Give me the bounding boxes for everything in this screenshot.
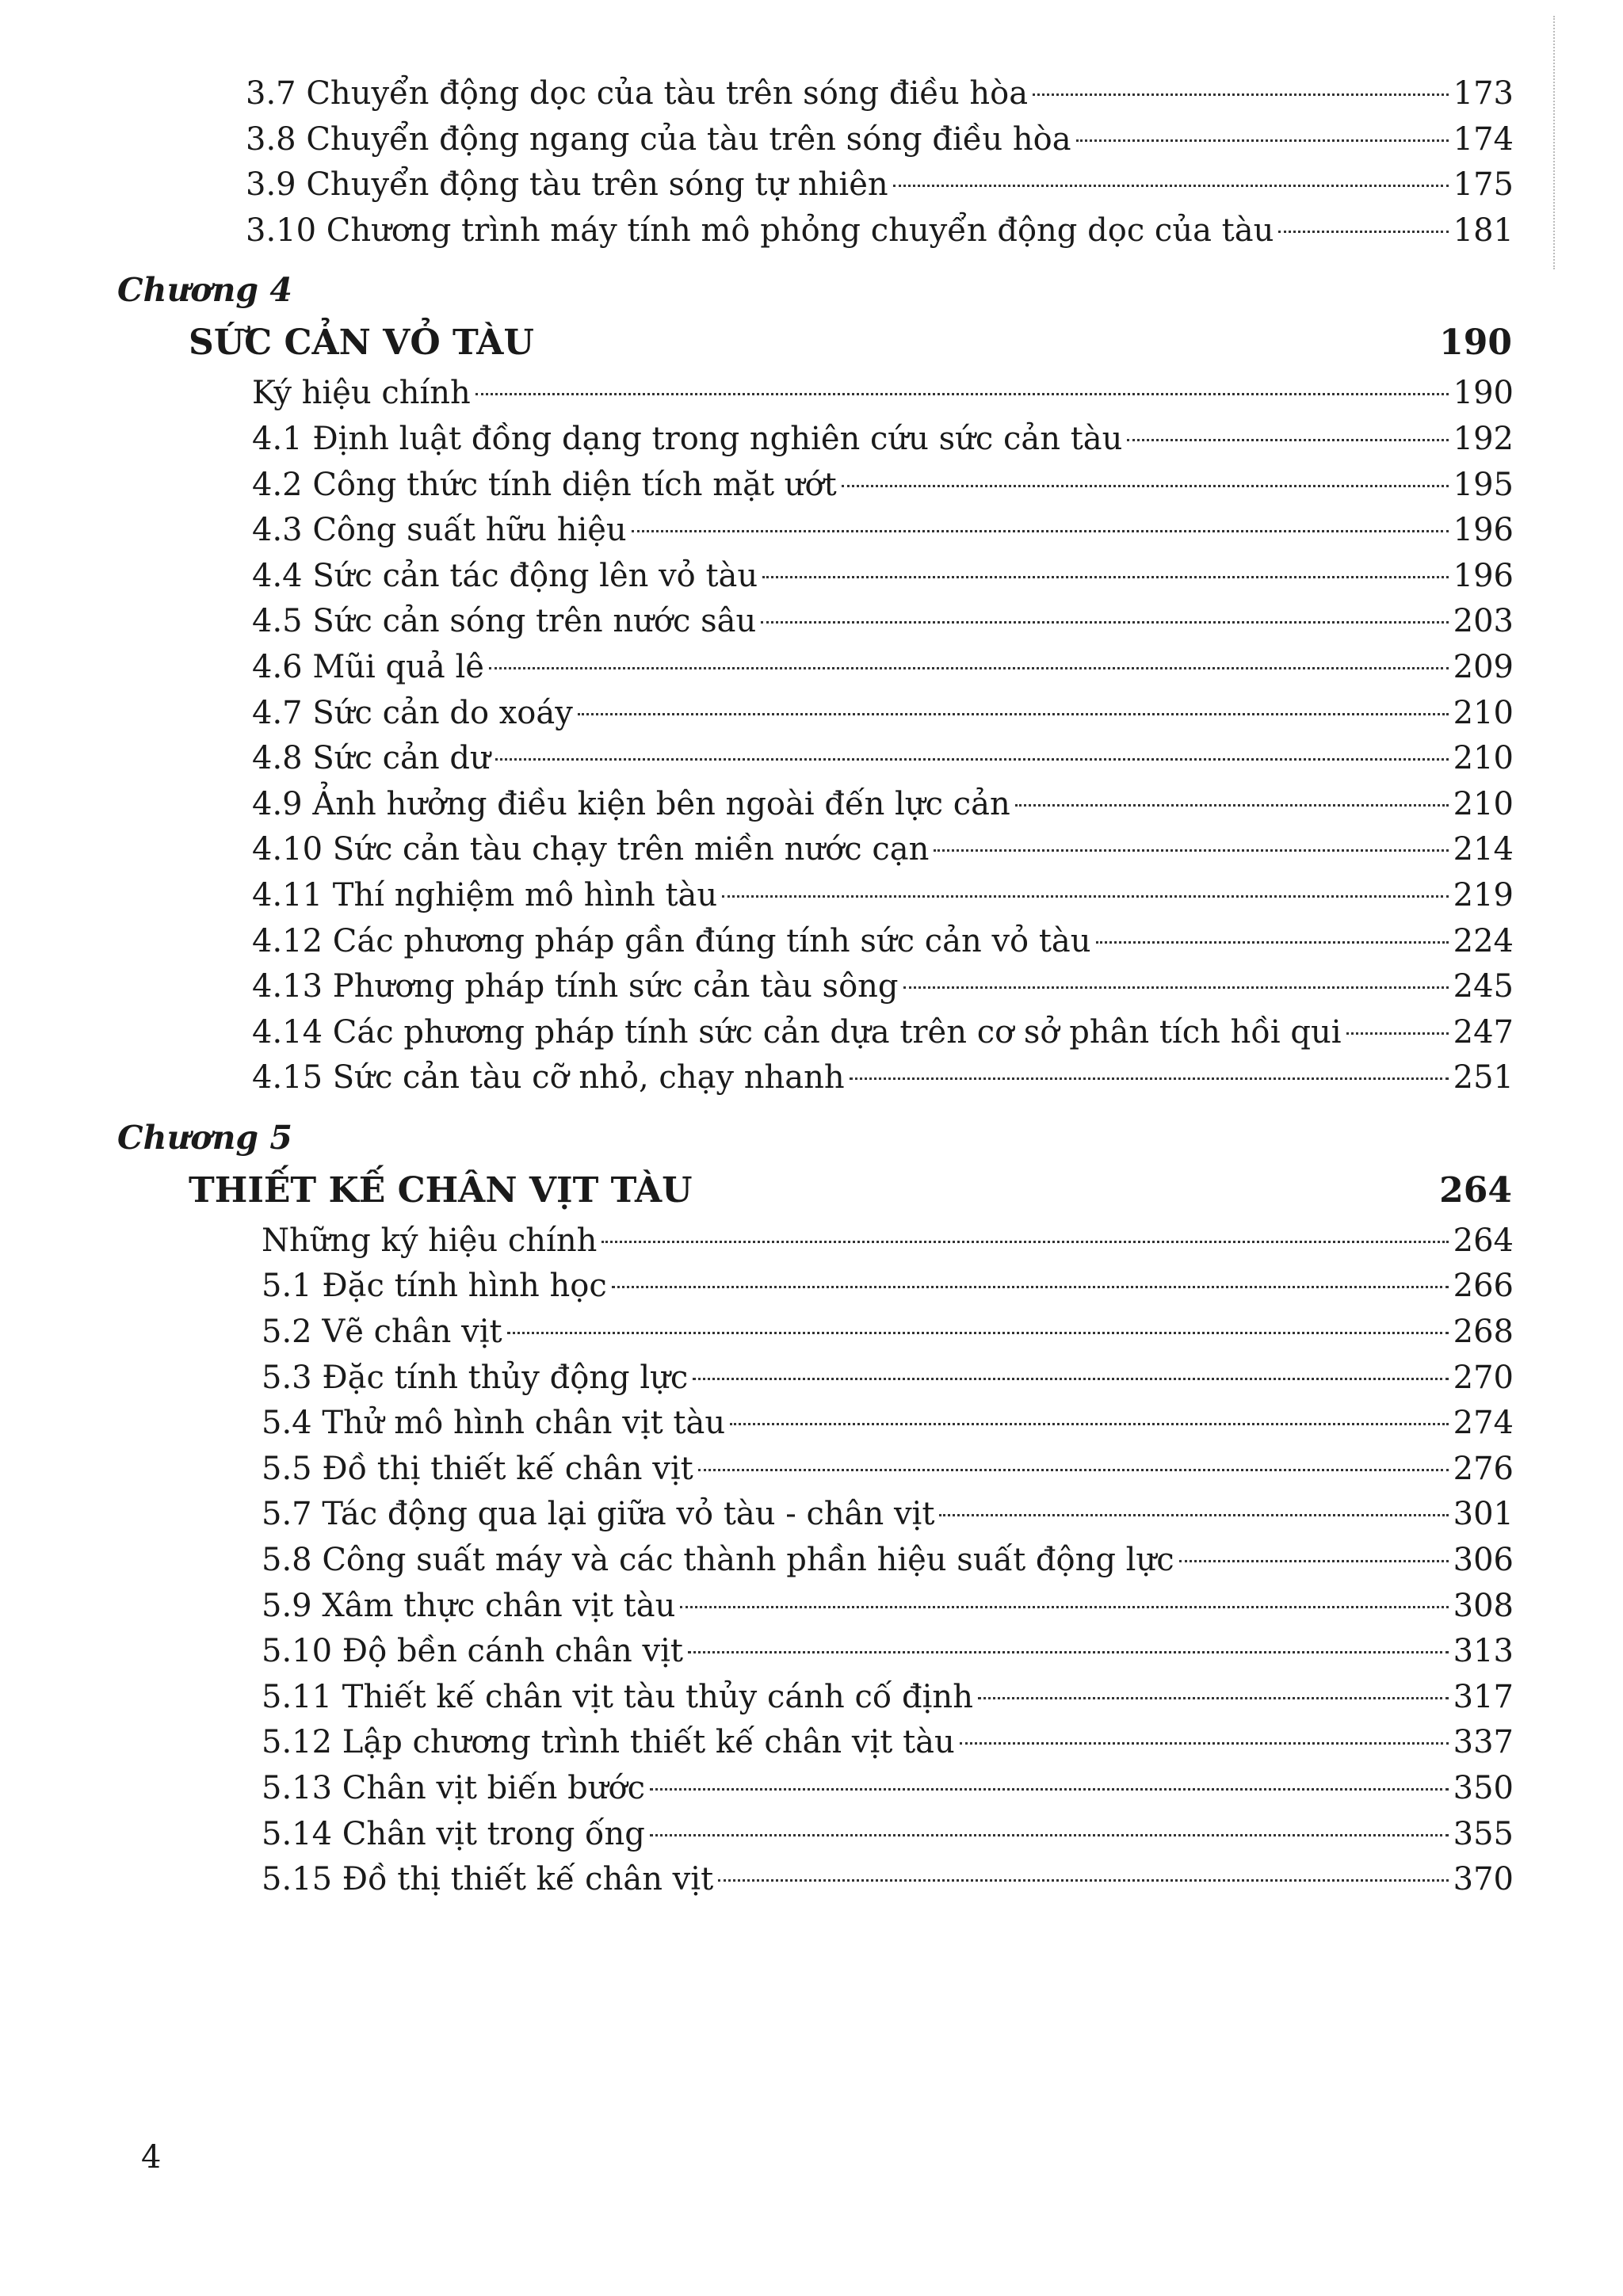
entry-title: 5.15 Đồ thị thiết kế chân vịt	[262, 1861, 714, 1898]
entry-title: 5.11 Thiết kế chân vịt tàu thủy cánh cố định	[262, 1678, 973, 1715]
entry-page: 317	[1453, 1678, 1514, 1715]
entry-page: 245	[1453, 968, 1514, 1005]
dot-leader	[507, 1332, 1449, 1334]
entry-title: 3.9 Chuyển động tàu trên sóng tự nhiên	[246, 166, 888, 204]
dot-leader	[650, 1834, 1449, 1836]
entry-title: 4.9 Ảnh hưởng điều kiện bên ngoài đến lực cản	[252, 785, 1010, 822]
entry-page: 214	[1453, 831, 1514, 868]
entry-title: 4.6 Mũi quả lê	[252, 648, 484, 685]
toc-entry	[252, 827, 1514, 873]
entry-page: 251	[1453, 1059, 1514, 1097]
entry-title: 4.2 Công thức tính diện tích mặt ướt	[252, 466, 837, 503]
entry-page: 190	[1453, 375, 1514, 412]
chapter-page: 190	[1439, 322, 1512, 364]
toc-entry	[252, 873, 1514, 919]
dot-leader	[698, 1469, 1449, 1471]
toc-entry	[252, 1055, 1514, 1101]
dot-leader	[978, 1697, 1449, 1699]
entry-title: Những ký hiệu chính	[262, 1222, 598, 1259]
dot-leader	[939, 1514, 1448, 1516]
dot-leader	[718, 1879, 1449, 1882]
toc-entry	[262, 1401, 1514, 1447]
entry-page: 306	[1453, 1542, 1514, 1579]
toc-entry	[252, 599, 1514, 645]
dot-leader	[1346, 1032, 1449, 1035]
dot-leader	[688, 1651, 1449, 1653]
dot-leader	[850, 1077, 1449, 1080]
toc-entry	[246, 117, 1514, 163]
chapter-title: SỨC CẢN VỎ TÀU	[189, 322, 534, 364]
entry-page: 219	[1453, 876, 1514, 913]
entry-page: 175	[1453, 166, 1514, 204]
dot-leader	[601, 1241, 1448, 1243]
toc-entry	[252, 645, 1514, 691]
entry-page: 247	[1453, 1013, 1514, 1051]
dot-leader	[934, 849, 1448, 852]
entry-title: 5.10 Độ bền cánh chân vịt	[262, 1633, 683, 1670]
dot-leader	[903, 986, 1449, 989]
entry-title: 5.14 Chân vịt trong ống	[262, 1815, 645, 1852]
entry-title: Ký hiệu chính	[252, 375, 471, 412]
entry-page: 270	[1453, 1359, 1514, 1396]
entry-page: 301	[1453, 1496, 1514, 1533]
toc-entry	[252, 691, 1514, 737]
toc-entry	[262, 1584, 1514, 1630]
entry-title: 5.5 Đồ thị thiết kế chân vịt	[262, 1450, 693, 1487]
entry-page: 274	[1453, 1405, 1514, 1442]
toc-entry	[262, 1812, 1514, 1858]
dot-leader	[960, 1742, 1449, 1745]
entry-title: 5.13 Chân vịt biến bước	[262, 1770, 645, 1806]
entry-title: 4.3 Công suất hữu hiệu	[252, 512, 627, 549]
toc-entry	[252, 736, 1514, 782]
entry-title: 5.9 Xâm thực chân vịt tàu	[262, 1587, 676, 1624]
toc-entry	[252, 554, 1514, 600]
entry-page: 337	[1453, 1724, 1514, 1761]
entry-title: 4.1 Định luật đồng dạng trong nghiên cứu sức cản tàu	[252, 420, 1123, 457]
entry-title: 4.10 Sức cản tàu chạy trên miền nước cạn	[252, 831, 930, 868]
chapter-label: Chương 5	[117, 1118, 292, 1157]
entry-page: 174	[1453, 120, 1514, 158]
chapter-title-row	[189, 315, 1512, 371]
chapter-entries	[0, 371, 1623, 1101]
dot-leader	[842, 485, 1449, 487]
dot-leader	[1096, 941, 1449, 944]
toc-entry	[252, 1010, 1514, 1056]
entry-page: 196	[1453, 557, 1514, 594]
chapter-5-section	[0, 1112, 1623, 1903]
toc-entry	[262, 1538, 1514, 1584]
chapter-title-row	[189, 1163, 1512, 1219]
entry-title: 3.7 Chuyển động dọc của tàu trên sóng điều hòa	[246, 75, 1029, 112]
dot-leader	[1179, 1560, 1449, 1562]
toc-entry	[262, 1219, 1514, 1264]
toc-entry	[246, 208, 1514, 254]
dot-leader	[761, 621, 1448, 624]
entry-title: 4.4 Sức cản tác động lên vỏ tàu	[252, 557, 758, 594]
entry-title: 3.10 Chương trình máy tính mô phỏng chuyển động dọc của tàu	[246, 212, 1274, 249]
toc-entry	[262, 1675, 1514, 1721]
entry-title: 4.12 Các phương pháp gần đúng tính sức cản vỏ tàu	[252, 922, 1091, 959]
entry-title: 4.14 Các phương pháp tính sức cản dựa trên cơ sở phân tích hồi qui	[252, 1013, 1342, 1051]
toc-entry	[262, 1720, 1514, 1766]
toc-entry	[252, 417, 1514, 463]
entry-title: 4.5 Sức cản sóng trên nước sâu	[252, 603, 757, 640]
entry-page: 210	[1453, 740, 1514, 777]
page-number: 4	[141, 2139, 162, 2176]
dot-leader	[578, 713, 1449, 715]
dot-leader	[722, 895, 1448, 898]
entry-page: 203	[1453, 603, 1514, 640]
entry-title: 4.11 Thí nghiệm mô hình tàu	[252, 876, 718, 913]
dot-leader	[495, 758, 1449, 761]
toc-entry	[262, 1492, 1514, 1538]
entry-page: 355	[1453, 1815, 1514, 1852]
dot-leader	[1033, 93, 1449, 96]
dot-leader	[693, 1378, 1448, 1380]
dot-leader	[489, 667, 1449, 669]
toc-entry	[262, 1447, 1514, 1493]
toc-entry	[262, 1264, 1514, 1310]
entry-title: 4.15 Sức cản tàu cỡ nhỏ, chạy nhanh	[252, 1059, 845, 1097]
toc-entry	[262, 1356, 1514, 1402]
chapter-4-section	[0, 265, 1623, 1101]
chapter-entries	[0, 1219, 1623, 1903]
entry-page: 313	[1453, 1633, 1514, 1670]
entry-title: 3.8 Chuyển động ngang của tàu trên sóng điều hòa	[246, 120, 1071, 158]
leading-entries	[0, 71, 1623, 254]
toc-entry	[252, 463, 1514, 509]
chapter-label: Chương 4	[117, 271, 292, 310]
entry-page: 196	[1453, 512, 1514, 549]
entry-page: 276	[1453, 1450, 1514, 1487]
dot-leader	[1278, 231, 1448, 233]
dot-leader	[1127, 439, 1448, 441]
toc-entry	[262, 1857, 1514, 1903]
entry-title: 5.7 Tác động qua lại giữa vỏ tàu - chân vịt	[262, 1496, 935, 1533]
entry-title: 4.7 Sức cản do xoáy	[252, 694, 573, 731]
entry-title: 5.1 Đặc tính hình học	[262, 1268, 607, 1305]
entry-page: 266	[1453, 1268, 1514, 1305]
entry-page: 268	[1453, 1314, 1514, 1351]
entry-title: 4.8 Sức cản dư	[252, 740, 491, 777]
entry-page: 210	[1453, 785, 1514, 822]
dot-leader	[680, 1606, 1448, 1608]
entry-title: 5.8 Công suất máy và các thành phần hiệu suất động lực	[262, 1542, 1174, 1579]
entry-title: 4.13 Phương pháp tính sức cản tàu sông	[252, 968, 899, 1005]
chapter-page: 264	[1439, 1169, 1512, 1211]
entry-page: 209	[1453, 648, 1514, 685]
toc-entry	[262, 1766, 1514, 1812]
entry-page: 224	[1453, 922, 1514, 959]
toc-entry	[252, 371, 1514, 417]
entry-page: 308	[1453, 1587, 1514, 1624]
entry-page: 192	[1453, 420, 1514, 457]
entry-page: 181	[1453, 212, 1514, 249]
entry-page: 370	[1453, 1861, 1514, 1898]
dot-leader	[1076, 139, 1449, 142]
entry-title: 5.2 Vẽ chân vịt	[262, 1314, 502, 1351]
dot-leader	[650, 1788, 1449, 1791]
dot-leader	[893, 185, 1449, 187]
dot-leader	[762, 576, 1448, 578]
entry-title: 5.3 Đặc tính thủy động lực	[262, 1359, 689, 1396]
dot-leader	[730, 1423, 1449, 1425]
table-of-contents	[0, 71, 1623, 1903]
entry-page: 264	[1453, 1222, 1514, 1259]
toc-entry	[252, 919, 1514, 965]
chapter-title: THIẾT KẾ CHÂN VỊT TÀU	[189, 1169, 693, 1211]
entry-page: 195	[1453, 466, 1514, 503]
dot-leader	[612, 1286, 1449, 1288]
entry-title: 5.12 Lập chương trình thiết kế chân vịt tàu	[262, 1724, 955, 1761]
toc-entry	[262, 1310, 1514, 1356]
toc-entry	[246, 71, 1514, 117]
toc-entry	[252, 964, 1514, 1010]
dot-leader	[1015, 804, 1449, 807]
toc-entry	[252, 782, 1514, 828]
toc-entry	[246, 162, 1514, 208]
dot-leader	[475, 393, 1449, 395]
entry-page: 350	[1453, 1770, 1514, 1806]
toc-entry	[262, 1629, 1514, 1675]
dot-leader	[632, 530, 1449, 532]
toc-entry	[252, 508, 1514, 554]
entry-page: 210	[1453, 694, 1514, 731]
entry-title: 5.4 Thử mô hình chân vịt tàu	[262, 1405, 726, 1442]
entry-page: 173	[1453, 75, 1514, 112]
